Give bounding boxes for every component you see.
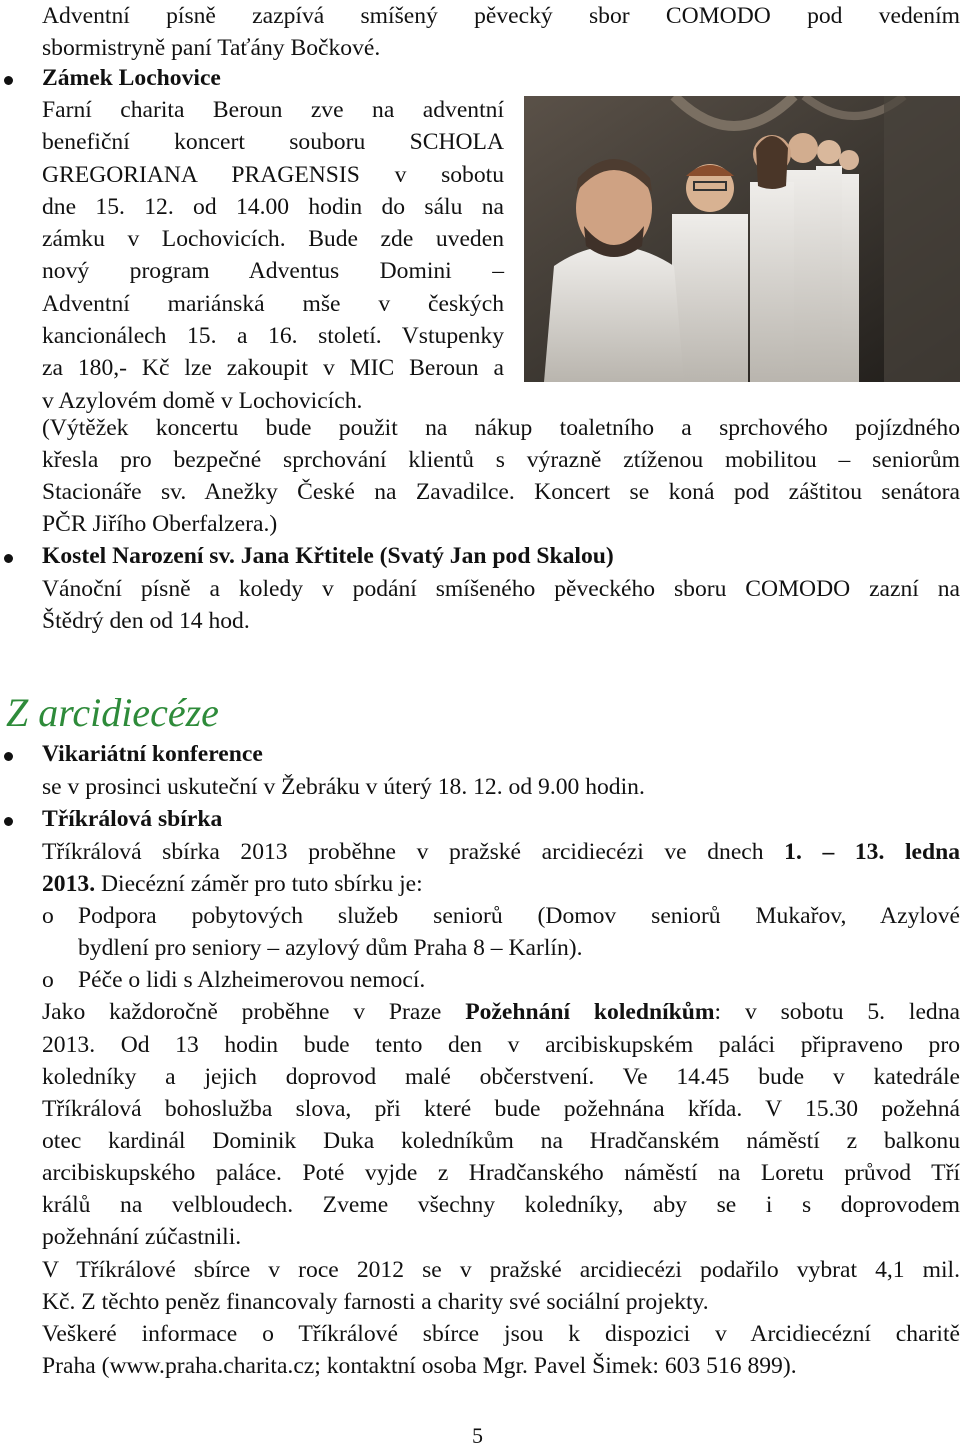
option-1-line-2: bydlení pro seniory – azylový dům Praha 8 – Karlín). [78, 935, 583, 961]
lochovice-line: Farní charita Beroun zve na adventní [42, 97, 504, 123]
lochovice-full-line: (Výtěžek koncertu bude použit na nákup toaletního a sprchového pojízdného [42, 415, 960, 441]
info-line: Praha (www.praha.charita.cz; kontaktní osoba Mgr. Pavel Šimek: 603 516 899). [42, 1353, 797, 1379]
lochovice-full-line: křesla pro bezpečné sprchování klientů s výrazně ztíženou mobilitou – seniorům [42, 447, 960, 473]
para-line: králů na velbloudech. Zveme všechny koledníky, aby se i s doprovodem [42, 1192, 960, 1218]
choir-photo [524, 96, 960, 382]
para-line: koledníky a jejich doprovod malé občerstvení. Ve 14.45 bude v katedrále [42, 1064, 960, 1090]
bullet-icon [4, 76, 18, 90]
lochovice-line: dne 15. 12. od 14.00 hodin do sálu na [42, 193, 504, 220]
para-line: arcibiskupského paláce. Poté vyjde z Hradčanského náměstí na Loretu průvod Tří [42, 1160, 960, 1186]
koledniky-line: Jako každoročně proběhne v Praze Požehnání koledníkům: v sobotu 5. ledna [42, 999, 960, 1025]
para-line: otec kardinál Dominik Duka koledníkům na Hradčanském náměstí z balkonu [42, 1128, 960, 1154]
info-line: Veškeré informace o Tříkrálové sbírce jsou k dispozici v Arcidiecézní charitě [42, 1321, 960, 1347]
lochovice-full-line: PČR Jiřího Oberfalzera.) [42, 511, 278, 537]
option-marker: o [42, 903, 54, 929]
bullet-icon [4, 817, 18, 831]
lochovice-line: nový program Adventus Domini – [42, 258, 504, 285]
lochovice-line: v Azylovém domě v Lochovicích. [42, 387, 363, 414]
para-line: požehnání zúčastnili. [42, 1224, 242, 1250]
lochovice-line: za 180,- Kč lze zakoupit v MIC Beroun a [42, 355, 504, 382]
sbirka-title: Tříkrálová sbírka [42, 806, 223, 832]
lochovice-line: benefiční koncert souboru SCHOLA [42, 129, 504, 156]
lochovice-line: Adventní mariánská mše v českých [42, 290, 504, 317]
kostel-title: Kostel Narození sv. Jana Křtitele (Svatý Jan pod Skalou) [42, 543, 614, 569]
option-marker: o [42, 967, 54, 993]
intro-line-1: Adventní písně zazpívá smíšený pěvecký sbor COMODO pod vedením [42, 3, 960, 29]
option-2: Péče o lidi s Alzheimerovou nemocí. [78, 967, 426, 993]
lochovice-line: zámku v Lochovicích. Bude zde uveden [42, 226, 504, 253]
lochovice-line: GREGORIANA PRAGENSIS v sobotu [42, 161, 504, 188]
kostel-line: Vánoční písně a koledy v podání smíšeného pěveckého sboru COMODO zazní na [42, 576, 960, 602]
vikariat-title: Vikariátní konference [42, 741, 263, 767]
sbirka-line-2: 2013. Diecézní záměr pro tuto sbírku je: [42, 871, 423, 897]
lochovice-narrow-text [42, 94, 504, 417]
sbirka-line-1: Tříkrálová sbírka 2013 proběhne v pražské arcidiecézi ve dnech 1. – 13. ledna [42, 839, 960, 865]
vikariat-line: se v prosinci uskuteční v Žebráku v úterý 18. 12. od 9.00 hodin. [42, 774, 645, 800]
lochovice-full-line: Stacionáře sv. Anežky České na Zavadilce. Koncert se koná pod záštitou senátora [42, 479, 960, 505]
lochovice-title: Zámek Lochovice [42, 65, 221, 91]
result-line: Kč. Z těchto peněz financovaly farnosti a charity své sociální projekty. [42, 1289, 709, 1315]
lochovice-line: kancionálech 15. a 16. století. Vstupenky [42, 323, 504, 350]
section-heading: Z arcidiecéze [6, 690, 219, 735]
bullet-icon [4, 554, 18, 568]
page-number: 5 [472, 1423, 483, 1448]
intro-line-2: sbormistryně paní Taťány Bočkové. [42, 35, 381, 61]
para-line: Tříkrálová bohoslužba slova, při které bude požehnána křída. V 15.30 požehná [42, 1096, 960, 1122]
option-1-line-1: Podpora pobytových služeb seniorů (Domov seniorů Mukařov, Azylové [78, 903, 960, 929]
kostel-line: Štědrý den od 14 hod. [42, 608, 250, 634]
result-line: V Tříkrálové sbírce v roce 2012 se v pražské arcidiecézi podařilo vybrat 4,1 mil. [42, 1257, 960, 1283]
bullet-icon [4, 752, 18, 766]
para-line: 2013. Od 13 hodin bude tento den v arcibiskupském paláci připraveno pro [42, 1032, 960, 1058]
